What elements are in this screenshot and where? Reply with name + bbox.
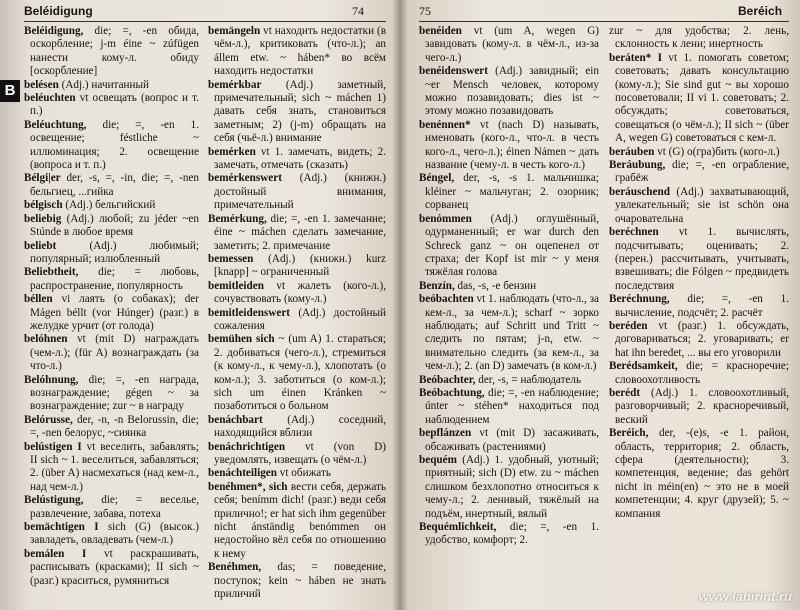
entry-headword: benénnen*: [419, 118, 471, 131]
entry-definition: vt обижать: [277, 467, 331, 480]
entry-definition: ~ (um A) 1. стараться; 2. добиваться (чего-л.), стремиться (к кому-л., к чему-л.), хлопотать (о ком-л.); 3. заботиться (о ком-л.); sich um éinen Kránken ~ позаботиться о больном: [214, 333, 386, 413]
dictionary-entry: [208, 79, 386, 146]
dictionary-entry: [208, 25, 386, 79]
dictionary-entry: [419, 387, 599, 427]
entry-definition: vt (mit D) засаживать, обсаживать (растениями): [425, 427, 599, 453]
dictionary-entry: [609, 360, 789, 387]
dictionary-entry: [208, 414, 386, 441]
entry-definition: (Adj.) завидный; ein ~er Mensch человек, которому можно позавидовать; dies ist ~ этому можно позавидовать: [425, 65, 599, 118]
entry-definition: vt (nach D) называть, именовать (кого-л., что-л. в честь кого-л., чего-л.); éinen Námen ~ дать название (чему-л. в честь кого-л.): [425, 118, 599, 172]
entry-headword: Beráubung,: [609, 159, 666, 172]
dictionary-entry: [419, 25, 599, 65]
entry-definition: vt 1. помогать советом; советовать; давать консультацию (кому-л.); Sie sind gut ~ вы хорошо посоветовали; II vi 1. советовать; 2. обсуждать; советоваться, совещаться (о чём-л.); II sich ~ (über A, wegen G) советоваться с кем-л.: [615, 51, 789, 145]
dictionary-entry: [419, 374, 599, 387]
entry-headword: Belústigung,: [24, 494, 84, 507]
right-page: [405, 0, 800, 610]
dictionary-entry: [208, 561, 386, 601]
entry-headword: Benéhmen,: [208, 561, 262, 574]
entry-headword: bemérken: [208, 145, 256, 158]
entry-definition: (Adj.) любимый; популярный; излюбленный: [30, 239, 199, 265]
entry-definition: die; = любовь, распространение, популярность: [30, 266, 199, 292]
dictionary-entry: [419, 280, 599, 293]
dictionary-entry: [24, 333, 199, 373]
header-rule: [24, 21, 386, 22]
entry-definition: (Adj.) заметный, примечательный; sich ~ máchen 1) давать себя знать, становиться заметным; 2) (j-m) обращать на себя (чьё-л.) внимание: [214, 78, 386, 145]
entry-definition: (Adj.) достойный сожаления: [214, 306, 386, 332]
dictionary-entry: [24, 521, 199, 548]
running-head: Beréich: [738, 4, 783, 18]
dictionary-entry: [419, 119, 599, 173]
entry-definition: vt (разг.) 1. обсуждать, договариваться; 2. уговаривать; er hat ihn beredet, ... вы его уговорили: [615, 319, 789, 359]
entry-definition: vt находить недостатки (в чём-л.), критиковать (что-л.); an állem etw. ~ háben* во всём находить недостатки: [214, 25, 386, 78]
entry-headword: beliebt: [24, 239, 57, 252]
entry-definition: die; =, -en ограбление, грабёж: [615, 159, 789, 185]
dictionary-entry: [24, 213, 199, 240]
entry-headword: bequém: [419, 454, 457, 466]
dictionary-entry: [24, 240, 199, 267]
dictionary-entry: [24, 266, 199, 293]
thumb-index-tab: B: [0, 80, 20, 102]
dictionary-entry: [24, 25, 199, 79]
entry-headword: beóbachten: [419, 293, 474, 306]
entry-definition: sich (G) (высок.) завладеть, овладевать (чем-л.): [30, 521, 199, 547]
entry-headword: bemitleidenswert: [208, 306, 291, 319]
entry-headword: benáchteiligen: [208, 467, 277, 480]
entry-headword: bemitleiden: [208, 279, 264, 292]
entry-definition: der, -s, =, -in, die; =, -nen бельгиец, ...гийка: [30, 172, 199, 198]
dictionary-entry: [609, 25, 789, 52]
entry-definition: (Adj.) 1. удобный, уютный; приятный; sich (D) etw. zu ~ máchen слишком безхлопотно относиться к чему-л.; 2. ленивый, тяжёлый на подъём, инертный, вялый: [425, 454, 599, 520]
entry-definition: die; =, -en 1. замечание; éine ~ máchen сделать замечание, заметить; 2. примечание: [214, 212, 386, 252]
dictionary-entry: [24, 119, 199, 173]
page-number: 75: [419, 4, 431, 18]
entry-headword: bemérkenswert: [208, 172, 282, 185]
entry-headword: beráuben: [609, 145, 655, 158]
entry-headword: bemängeln: [208, 25, 261, 37]
entry-headword: bemühen sich: [208, 333, 275, 346]
entry-definition: vt раскрашивать, расписывать (красками); II sich ~ (разг.) краситься, румяниться: [30, 547, 199, 587]
entry-definition: (Adj.) 1. словоохотливый, разговорчивый; 2. красноречивый, веский: [615, 386, 789, 426]
entry-headword: bélgisch: [24, 199, 63, 212]
entry-headword: benéhmen*, sich: [208, 480, 288, 493]
entry-definition: der, -n, -n Belorussin, die; =, -nen белорус, ~сиянка: [30, 413, 199, 440]
entry-headword: beréchnen: [609, 226, 659, 239]
dictionary-entry: [208, 172, 386, 212]
dictionary-entry: [208, 481, 386, 561]
dictionary-entry: [609, 427, 789, 521]
dictionary-entry: [208, 467, 386, 480]
dictionary-column-1: [24, 25, 199, 588]
entry-headword: bemessen: [208, 252, 254, 265]
dictionary-entry: [208, 253, 386, 280]
dictionary-entry: [24, 414, 199, 441]
dictionary-entry: [419, 172, 599, 212]
entry-definition: die; =, -en 1. удобство, комфорт; 2.: [425, 521, 599, 547]
entry-headword: Bélgi|er: [24, 172, 61, 185]
entry-headword: Bequémlichkeit,: [419, 521, 497, 534]
entry-definition: das; = поведение, поступок; kein ~ háben не знать приличий: [214, 561, 386, 601]
dictionary-entry: [24, 494, 199, 521]
entry-headword: bemérkbar: [208, 78, 262, 91]
entry-headword: Béngel,: [419, 172, 455, 185]
entry-definition: vt веселить, забавлять; II sich ~ 1. веселиться, забавляться; 2. (über A) насмехаться (над кем-л., над чем-л.): [30, 440, 199, 493]
entry-definition: der, -s, = наблюдатель: [475, 373, 582, 386]
entry-definition: die; =, -en обида, оскорбление; j-m éine ~ zúfügen нанести кому-л. обиду [оскорбление]: [30, 25, 199, 78]
dictionary-entry: [419, 427, 599, 454]
dictionary-entry: [609, 52, 789, 146]
watermark-text: www.labirint.ru: [698, 589, 792, 604]
entry-headword: bepflánzen: [419, 427, 472, 440]
dictionary-entry: [609, 159, 789, 186]
entry-headword: Benzín,: [419, 279, 455, 292]
entry-headword: Berédsamkeit,: [609, 360, 678, 373]
entry-definition: die; =, -en 1. освещение; féstliche ~ иллюминация; 2. освещение (вопроса и т. п.): [30, 118, 199, 172]
entry-headword: beléuchten: [24, 92, 76, 105]
entry-headword: benéidenswert: [419, 65, 488, 78]
dictionary-entry: [24, 374, 199, 414]
dictionary-entry: [208, 280, 386, 307]
dictionary-column-1: [419, 25, 599, 548]
dictionary-entry: [24, 172, 199, 199]
entry-definition: die; = веселье, развлечение, забава, потеха: [30, 494, 199, 520]
header-rule: [419, 21, 789, 22]
entry-definition: das, -s, -e бензин: [454, 279, 537, 292]
entry-headword: beréden: [609, 319, 648, 332]
dictionary-column-2: [208, 25, 386, 601]
entry-definition: vt (um A, wegen G) завидовать (кому-л. в чём-л., из-за чего-л.): [425, 25, 599, 64]
dictionary-entry: [24, 79, 199, 92]
dictionary-entry: [208, 146, 386, 173]
entry-definition: (Adj.) оглушённый, одурманенный; er war durch den Schreck ganz ~ он оцепенел от страха; der Kopf ist mir ~ у меня тяжёлая голова: [425, 212, 599, 279]
entry-definition: der, -(e)s, -e 1. район, область, территория; 2. область, сфера (деятельности); 3. компетенция, ведение; das gehört nicht in méin(en) ~ это не в моей компетенции; 4. круг (друзей); 5. ~ компания: [615, 427, 789, 520]
entry-headword: Bemérkung,: [208, 212, 267, 225]
dictionary-entry: [609, 293, 789, 320]
entry-definition: vt 1. наблюдать (что-л., за кем-л., за чем-л.); scharf ~ зорко наблюдать; auf Schritt und Tritt ~ следить по пятам; j-n, etw. ~ внимательно следить (за кем-л., за чем-л.); 2. (an D) замечать (в ком-л.): [425, 293, 599, 373]
entry-definition: vt (von D) уведомлять, извещать (о чём-л.): [214, 440, 386, 466]
entry-definition: die; = красноречие; словоохотливость: [615, 360, 789, 386]
entry-definition: die; =, -en наблюдение; únter ~ stéhen* находиться под наблюдением: [425, 386, 599, 426]
running-head: Beléidigung: [24, 4, 93, 18]
entry-headword: benéiden: [419, 25, 462, 37]
dictionary-entry: [24, 548, 199, 588]
dictionary-entry: [419, 454, 599, 521]
entry-headword: Belóhnung,: [24, 373, 79, 386]
entry-headword: Beréich,: [609, 427, 649, 440]
entry-headword: Beléidigung,: [24, 25, 84, 37]
entry-definition: (Adj.) (книжн.) kurz [knapp] ~ ограниченный: [214, 252, 386, 279]
entry-definition: die; =, -en награда, вознаграждение; gégen ~ за вознаграждение; zur ~ в награду: [30, 373, 199, 413]
entry-definition: vt жалеть (кого-л.), сочувствовать (кому-л.): [214, 279, 386, 306]
entry-definition: zur ~ для удобства; 2. лень, склонность к лени; инертность: [609, 25, 789, 51]
entry-definition: die; =, -en 1. вычисление, подсчёт; 2. расчёт: [615, 293, 789, 319]
dictionary-entry: [208, 333, 386, 413]
entry-headword: Beréchnung,: [609, 293, 670, 306]
dictionary-entry: [419, 65, 599, 119]
dictionary-entry: [208, 213, 386, 253]
dictionary-entry: [208, 441, 386, 468]
dictionary-entry: [609, 146, 789, 159]
entry-headword: beráten* I: [609, 51, 662, 64]
entry-headword: benáchbart: [208, 413, 263, 426]
entry-definition: vi лаять (о собаках); der Mágen béllt (vor Húnger) (разг.) в желудке урчит (от голода): [30, 293, 199, 332]
dictionary-entry: [208, 307, 386, 334]
entry-definition: der, -s, -s 1. мальчишка; kléiner ~ мальчуган; 2. озорник; сорванец: [425, 172, 599, 212]
dictionary-entry: [24, 92, 199, 119]
entry-headword: Beóbachter,: [419, 373, 476, 386]
entry-headword: Belórusse,: [24, 413, 73, 426]
dictionary-entry: [24, 441, 199, 495]
dictionary-entry: [24, 293, 199, 333]
entry-definition: vt (G) о(гра)бить (кого-л.): [654, 145, 780, 158]
entry-headword: belóhnen: [24, 333, 68, 346]
dictionary-entry: [609, 226, 789, 293]
dictionary-column-2: [609, 25, 789, 521]
entry-definition: vt освещать (вопрос и т. п.): [30, 92, 199, 118]
entry-headword: belésen: [24, 78, 59, 91]
entry-definition: (Adj.) захватывающий, увлекательный; sie ist schön она очаровательна: [615, 185, 789, 225]
entry-headword: Beóbachtung,: [419, 386, 485, 399]
dictionary-entry: [609, 387, 789, 427]
dictionary-entry: [419, 521, 599, 548]
entry-headword: Beliebtheit,: [24, 266, 79, 279]
entry-headword: benómmen: [419, 212, 472, 225]
entry-headword: béllen: [24, 293, 53, 306]
dictionary-entry: [419, 293, 599, 373]
entry-definition: vt 1. вычислять, подсчитывать; оценивать; 2. (перен.) рассчитывать, учитывать, взвешивать; die Fólgen ~ предвидеть последствия: [615, 226, 789, 292]
entry-definition: vt 1. замечать, видеть; 2. замечать, отмечать (сказать): [214, 145, 386, 172]
entry-headword: berédt: [609, 386, 641, 399]
entry-headword: bemálen I: [24, 547, 87, 560]
entry-definition: вести себя, держать себя; benímm dich! (разг.) веди себя прилично!; er hat sich ihm gegenüber nicht ánständig benómmen он недостойно вёл себя по отношению к нему: [214, 480, 386, 560]
entry-headword: bemächtigen I: [24, 521, 99, 534]
entry-headword: belústigen I: [24, 440, 82, 453]
entry-definition: (Adj.) соседний, находящийся вблизи: [214, 413, 386, 440]
entry-headword: beliebig: [24, 212, 62, 225]
entry-definition: (Adj.) бельгийский: [62, 199, 156, 212]
entry-headword: Beléuchtung,: [24, 118, 87, 131]
dictionary-entry: [609, 320, 789, 360]
dictionary-entry: [609, 186, 789, 226]
page-number: 74: [352, 4, 364, 18]
entry-definition: (Adj.) любой; zu jéder ~en Stúnde в любое время: [30, 212, 199, 239]
entry-definition: (Adj.) (книжн.) достойный внимания, примечательный: [214, 172, 386, 212]
entry-definition: (Adj.) начитанный: [58, 78, 150, 91]
entry-definition: vt (mit D) награждать (чем-л.); (für A) вознаграждать (за что-л.): [30, 333, 199, 373]
entry-headword: beráuschend: [609, 185, 670, 198]
dictionary-entry: [24, 199, 199, 212]
entry-headword: benáchrichtigen: [208, 440, 286, 453]
dictionary-entry: [419, 213, 599, 280]
